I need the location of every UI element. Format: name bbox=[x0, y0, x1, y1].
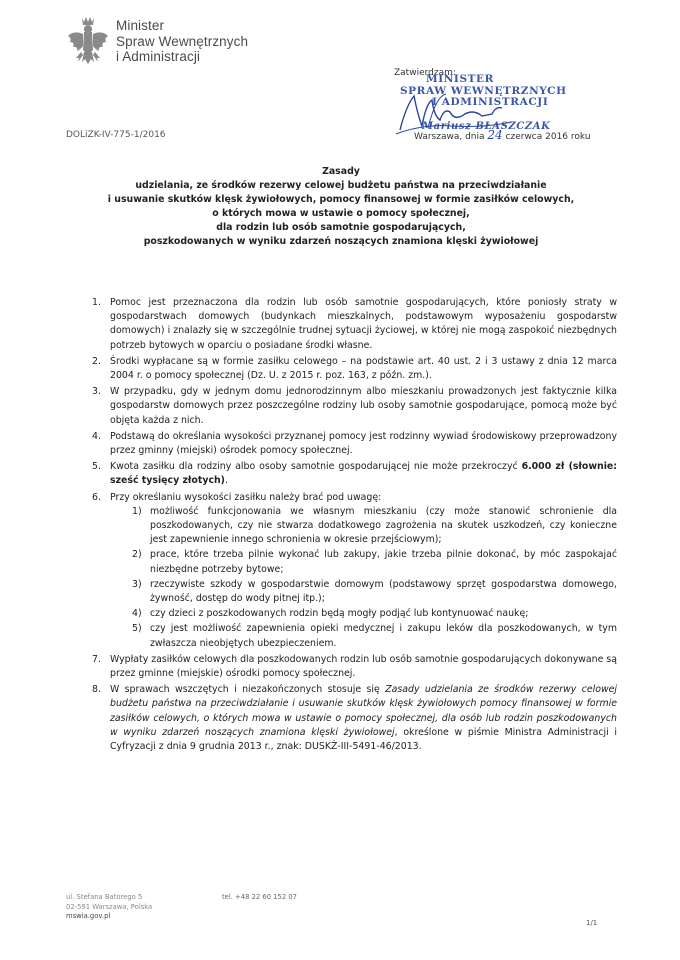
rule-text: . bbox=[224, 475, 228, 487]
address-street: ul. Stefana Batorego 5 bbox=[66, 893, 143, 901]
stamp-line: I ADMINISTRACJI bbox=[432, 96, 549, 108]
rule-text: Środki wypłacane są w formie zasiłku celowego – na podstawie art. 40 ust. 2 i 3 ustawy z dnia 12 marca 2004 r. o pomocy społecznej (Dz. U. z 2015 r. poz. 163, z późn. zm.). bbox=[110, 355, 617, 382]
rule-number: 7. bbox=[92, 653, 101, 665]
criteria-list bbox=[110, 505, 617, 651]
criteria-item bbox=[110, 505, 617, 548]
ministry-line: Minister bbox=[116, 18, 165, 33]
criteria-number: 2) bbox=[132, 549, 142, 561]
rule-item bbox=[92, 491, 617, 651]
rule-item bbox=[92, 683, 617, 754]
rule-number: 8. bbox=[92, 684, 101, 696]
document-title bbox=[66, 165, 616, 249]
page-number: 1/1 bbox=[586, 919, 598, 927]
eagle-emblem-icon bbox=[66, 16, 110, 72]
footer-address bbox=[66, 893, 152, 922]
website-link[interactable]: mswia.gov.pl bbox=[66, 912, 111, 921]
rule-text: W sprawach wszczętych i niezakończonych stosuje się bbox=[110, 684, 386, 696]
criteria-text: czy jest możliwość zapewnienia opieki medycznej i zakupu leków dla poszkodowanych, w tym zwłaszcza nieobjętych ubezpieczeniem. bbox=[150, 623, 617, 649]
address-city: 02-591 Warszawa, Polska bbox=[66, 902, 153, 911]
criteria-text: czy dzieci z poszkodowanych rodzin będą mogły podjąć lub kontynuować naukę; bbox=[150, 608, 529, 620]
criteria-number: 5) bbox=[132, 623, 142, 635]
criteria-item bbox=[110, 548, 617, 576]
title-line: poszkodowanych w wyniku zdarzeń noszących znamiona klęski żywiołowej bbox=[143, 236, 539, 247]
title-line: o których mowa w ustawie o pomocy społecznej, bbox=[212, 208, 470, 219]
title-heading: Zasady bbox=[322, 166, 360, 177]
rule-item bbox=[92, 296, 617, 353]
criteria-number: 4) bbox=[132, 608, 142, 620]
approval-label: Zatwierdzam: bbox=[394, 68, 456, 78]
rule-text: Przy określaniu wysokości zasiłku należy brać pod uwagę: bbox=[110, 491, 382, 503]
rule-citation: Zasady udzielania ze środków rezerwy celowej budżetu państwa na przeciwdziałanie i usuwanie skutków klęsk żywiołowych pomocy finansowej w formie zasiłków celowych, o których mowa w ustawie o pomocy społecznej, dla osób lub rodzin poszkodowanych w wyniku zdarzeń noszących znamiona klęski żywiołowej bbox=[110, 684, 618, 738]
stamp-line: MINISTER bbox=[426, 73, 494, 85]
criteria-item bbox=[110, 607, 617, 621]
ministry-line: i Administracji bbox=[116, 49, 201, 64]
footer-phone: tel. +48 22 60 152 07 bbox=[222, 893, 297, 901]
rule-text: Podstawą do określania wysokości przyznanej pomocy jest rodzinny wywiad środowiskowy przeprowadzony przez gminny (miejski) ośrodek pomocy społecznej. bbox=[110, 430, 617, 457]
rule-text: Wypłaty zasiłków celowych dla poszkodowanych rodzin lub osób samotnie gospodarujących dokonywane są przez gminne (miejskie) ośrodki pomocy społecznej. bbox=[110, 653, 617, 680]
stamp-name: Mariusz BŁASZCZAK bbox=[422, 120, 551, 132]
title-line: udzielania, ze środków rezerwy celowej budżetu państwa na przeciwdziałanie bbox=[135, 180, 547, 191]
rule-amount: 6.000 zł (słownie: sześć tysięcy złotych) bbox=[110, 461, 618, 487]
rule-text: , określone w piśmie Ministra Administracji i Cyfryzacji z dnia 9 grudnia 2013 r., znak: DUSKŻ-III-5491-46/2013. bbox=[110, 726, 617, 753]
document-reference: DOLiZK-IV-775-1/2016 bbox=[66, 130, 166, 140]
title-line: dla rodzin lub osób samotnie gospodarujących, bbox=[216, 222, 466, 233]
rule-item bbox=[92, 355, 617, 383]
stamp-line: SPRAW WEWNĘTRZNYCH bbox=[400, 84, 567, 97]
ministry-name bbox=[116, 18, 248, 65]
rule-text: Kwota zasiłku dla rodziny albo osoby samotnie gospodarującej nie może przekroczyć bbox=[110, 461, 522, 473]
rule-number: 3. bbox=[92, 386, 101, 398]
rule-number: 5. bbox=[92, 461, 101, 473]
criteria-item bbox=[110, 622, 617, 650]
ministry-line: Spraw Wewnętrznych bbox=[116, 33, 249, 49]
rule-text: W przypadku, gdy w jednym domu jednorodzinnym albo mieszkaniu prowadzonych jest faktycznie kilka gospodarstw domowych przez poszczególne rodziny lub osoby samotnie gospodarujące, pomocą może być objęta każda z nich. bbox=[110, 386, 617, 426]
criteria-text: rzeczywiste szkody w gospodarstwie domowym (podstawowy sprzęt gospodarstwa domowego, żywność, dostęp do wody pitnej itp.); bbox=[150, 578, 617, 605]
rule-number: 1. bbox=[92, 297, 101, 308]
rules-list bbox=[92, 296, 617, 756]
rule-text: Pomoc jest przeznaczona dla rodzin lub osób samotnie gospodarujących, które poniosły straty w gospodarstwach domowych (budynkach mieszkalnych, podstawowym wyposażeniu gospodarstw domowych) i znalazły się w szczególnie trudnej sytuacji życiowej, w której nie mogą zaspokoić niezbędnych potrzeb bytowych w oparciu o posiadane środki własne. bbox=[110, 297, 617, 351]
date-day: 24 bbox=[487, 128, 503, 142]
criteria-number: 1) bbox=[132, 505, 142, 517]
title-line: i usuwanie skutków klęsk żywiołowych, pomocy finansowej w formie zasiłków celowych, bbox=[107, 194, 575, 205]
criteria-number: 3) bbox=[132, 578, 142, 590]
document-date bbox=[414, 128, 591, 142]
criteria-text: prace, które trzeba pilnie wykonać lub zakupy, jakie trzeba pilnie dokonać, by móc zaspokajać niezbędne potrzeby bytowe; bbox=[150, 549, 617, 575]
rule-number: 4. bbox=[92, 430, 101, 442]
rule-item bbox=[92, 460, 617, 488]
rule-item bbox=[92, 653, 617, 681]
date-prefix: Warszawa, dnia bbox=[414, 132, 485, 142]
rule-number: 2. bbox=[92, 355, 101, 367]
rule-item bbox=[92, 430, 617, 458]
rule-number: 6. bbox=[92, 491, 101, 503]
date-suffix: czerwca 2016 roku bbox=[505, 132, 591, 142]
criteria-item bbox=[110, 578, 617, 606]
criteria-text: możliwość funkcjonowania we własnym mieszkaniu (czy może stanowić schronienie dla poszkodowanych, czy nie stwarza dodatkowego zagrożenia na skutek uszkodzeń, czy konieczne jest zapewnienie innego schronienia w okresie przejściowym); bbox=[150, 505, 617, 546]
rule-item bbox=[92, 385, 617, 428]
